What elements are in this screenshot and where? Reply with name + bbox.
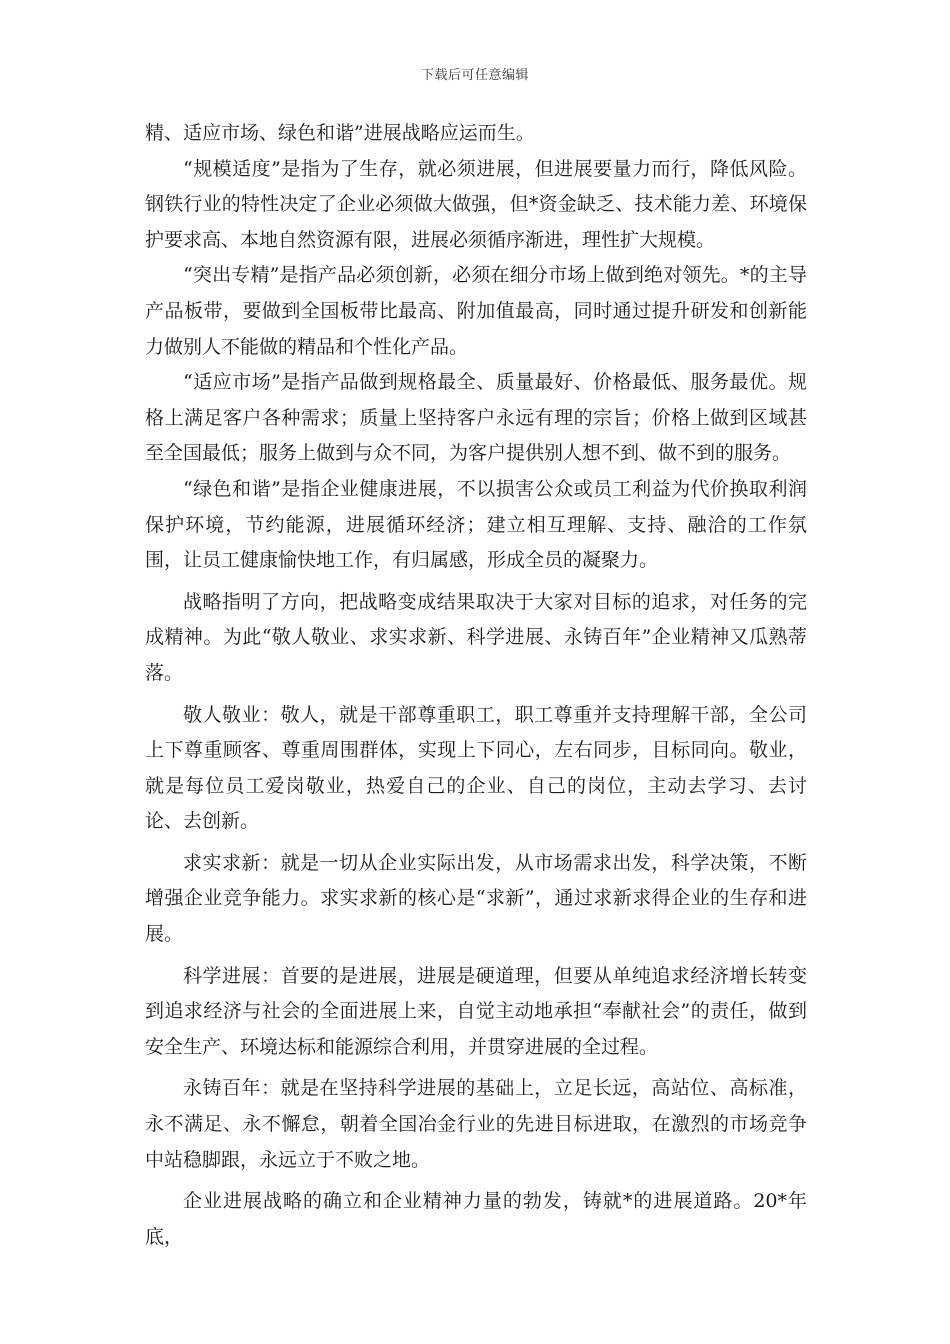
- paragraph-pragmatic: 求实求新：就是一切从企业实际出发，从市场需求出发，科学决策，不断增强企业竞争能力。求实求新的核心是“求新”，通过求新求得企业的生存和进展。: [145, 851, 807, 946]
- paragraph-continuation: 精、适应市场、绿色和谐”进展战略应运而生。: [145, 122, 535, 144]
- document-body: [145, 116, 807, 1255]
- paragraph-respect: 敬人敬业：敬人，就是干部尊重职工，职工尊重并支持理解干部，全公司上下尊重顾客、尊重周围群体，实现上下同心，左右同步，目标同向。敬业，就是每位员工爱岗敬业，热爱自己的企业、自己的岗位，主动去学习、去讨论、去创新。: [145, 703, 807, 833]
- paragraph-century: 永铸百年：就是在坚持科学进展的基础上，立足长远，高站位、高标准，永不满足、永不懈怠，朝着全国冶金行业的先进目标进取，在激烈的市场竞争中站稳脚跟，永远立于不败之地。: [145, 1077, 807, 1171]
- paragraph-closing: 企业进展战略的确立和企业精神力量的勃发，铸就*的进展道路。20*年底，: [145, 1190, 807, 1248]
- page-header-note: 下载后可任意编辑: [420, 68, 529, 83]
- paragraph-spirit: 战略指明了方向，把战略变成结果取决于大家对目标的追求，对任务的完成精神。为此“敬人敬业、求实求新、科学进展、永铸百年”企业精神又瓜熟蒂落。: [145, 590, 807, 684]
- paragraph-market: “适应市场”是指产品做到规格最全、质量最好、价格最低、服务最优。规格上满足客户各种需求；质量上坚持客户永远有理的宗旨；价格上做到区域甚至全国最低；服务上做到与众不同，为客户提供别人想不到、做不到的服务。: [145, 371, 807, 465]
- paragraph-specialty: “突出专精”是指产品必须创新，必须在细分市场上做到绝对领先。*的主导产品板带，要做到全国板带比最高、附加值最高，同时通过提升研发和创新能力做别人不能做的精品和个性化产品。: [145, 264, 807, 358]
- paragraph-green: “绿色和谐”是指企业健康进展，不以损害公众或员工利益为代价换取利润保护环境，节约能源，进展循环经济；建立相互理解、支持、融洽的工作氛围，让员工健康愉快地工作，有归属感，形成全员的凝聚力。: [145, 477, 807, 572]
- paragraph-scientific: 科学进展：首要的是进展，进展是硬道理，但要从单纯追求经济增长转变到追求经济与社会的全面进展上来，自觉主动地承担“奉献社会”的责任，做到安全生产、环境达标和能源综合利用，并贯穿进展的全过程。: [145, 964, 807, 1058]
- paragraph-scale: “规模适度”是指为了生存，就必须进展，但进展要量力而行，降低风险。钢铁行业的特性决定了企业必须做大做强，但*资金缺乏、技术能力差、环境保护要求高、本地自然资源有限，进展必须循序渐进，理性扩大规模。: [145, 157, 807, 251]
